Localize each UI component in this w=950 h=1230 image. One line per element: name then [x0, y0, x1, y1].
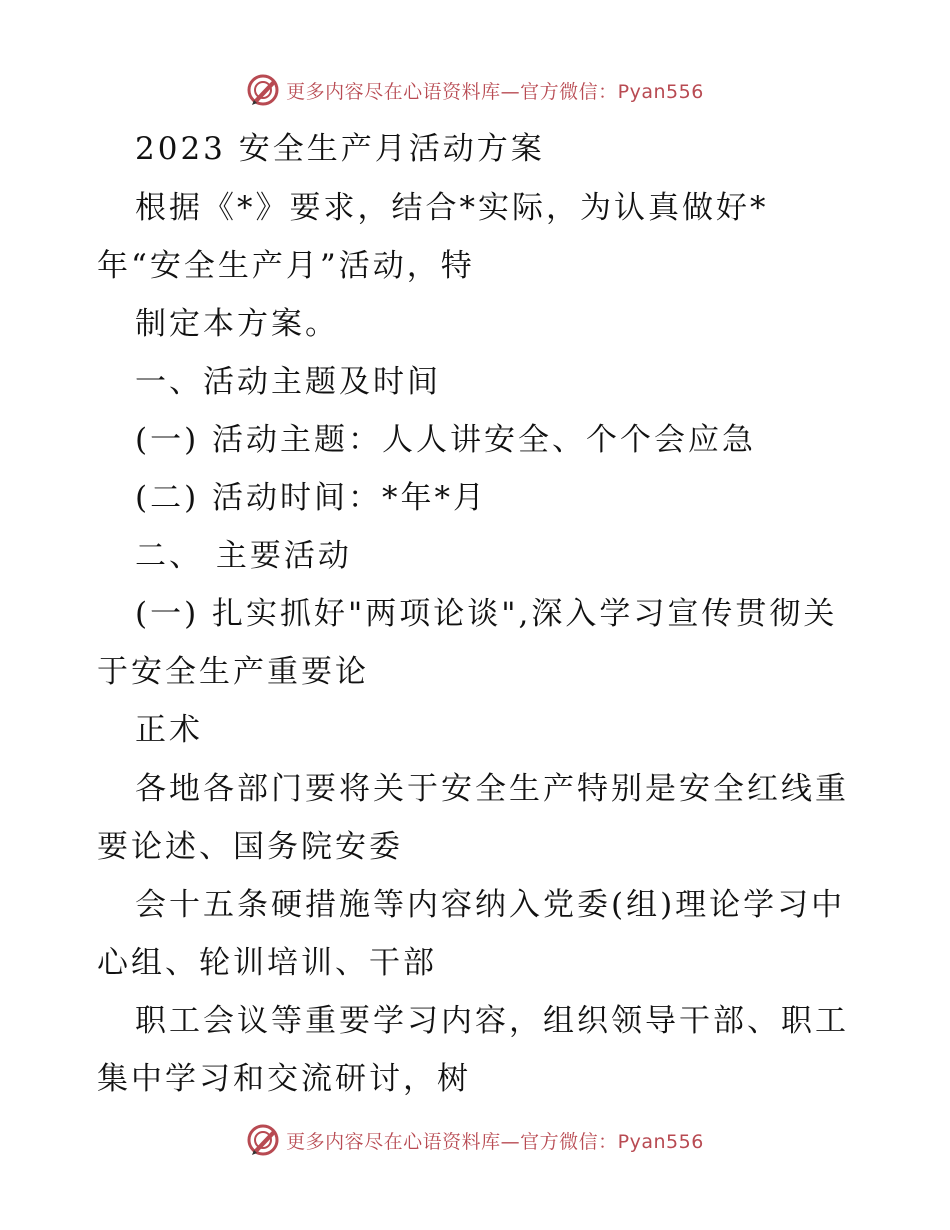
paragraph-line: 各地各部门要将关于安全生产特别是安全红线重 — [135, 771, 849, 807]
banner-wechat: 官方微信：Pyan556 — [520, 1130, 704, 1153]
document-title: 2023 安全生产月活动方案 — [135, 131, 545, 167]
paragraph-line: 年“安全生产月”活动，特 — [97, 248, 475, 284]
banner-title: 更多内容尽在心语资料库 — [286, 1130, 501, 1153]
paragraph-line: 要论述、国务院安委 — [97, 829, 403, 865]
paragraph-line: 集中学习和交流研讨，树 — [97, 1061, 471, 1097]
paragraph-line: 正术 — [135, 712, 203, 748]
banner-title: 更多内容尽在心语资料库 — [286, 80, 501, 103]
section-heading: 二、 主要活动 — [135, 538, 352, 574]
header-banner — [0, 70, 950, 110]
paragraph-line: 会十五条硬措施等内容纳入党委(组)理论学习中 — [135, 887, 846, 923]
paragraph-line: 制定本方案。 — [135, 306, 339, 342]
subsection-line: (二) 活动时间：*年*月 — [135, 480, 488, 516]
banner-text — [286, 77, 704, 104]
subsection-line: (一) 扎实抓好"两项论谈",深入学习宣传贯彻关 — [135, 596, 838, 632]
banner-dash: — — [500, 80, 521, 103]
paragraph-line: 于安全生产重要论 — [97, 654, 369, 690]
banner-text — [286, 1127, 704, 1154]
section-heading: 一、活动主题及时间 — [135, 364, 441, 400]
subsection-line: (一) 活动主题：人人讲安全、个个会应急 — [135, 422, 757, 458]
paragraph-line: 心组、轮训培训、干部 — [97, 945, 437, 981]
pen-logo-icon — [246, 73, 280, 107]
banner-dash: — — [500, 1130, 521, 1153]
paragraph-line: 职工会议等重要学习内容，组织领导干部、职工 — [135, 1003, 849, 1039]
footer-banner — [0, 1120, 950, 1160]
banner-wechat: 官方微信：Pyan556 — [520, 80, 704, 103]
banner-inner — [246, 73, 704, 107]
banner-inner — [246, 1123, 704, 1157]
pen-logo-icon — [246, 1123, 280, 1157]
paragraph-line: 根据《*》要求，结合*实际，为认真做好* — [135, 190, 769, 226]
